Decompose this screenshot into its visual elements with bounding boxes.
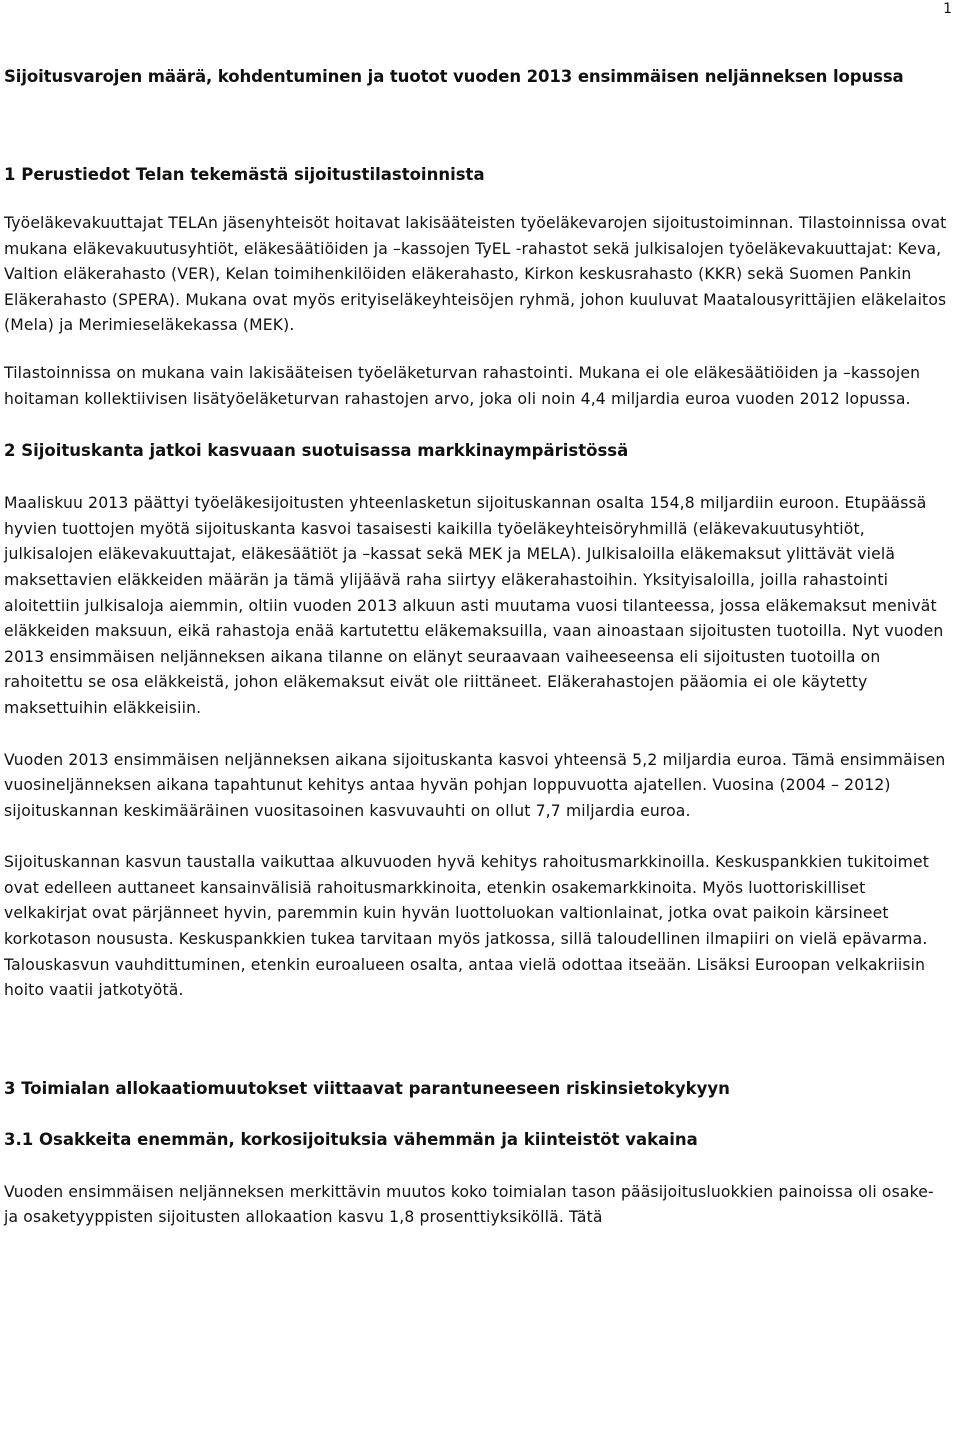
document-title: Sijoitusvarojen määrä, kohdentuminen ja tuotot vuoden 2013 ensimmäisen neljänneksen lopussa — [4, 67, 904, 86]
document-body — [4, 64, 952, 1231]
page-number: 1 — [943, 1, 952, 17]
section-heading-1: 1 Perustiedot Telan tekemästä sijoitustilastoinnista — [4, 165, 485, 184]
paragraph: Työeläkevakuuttajat TELAn jäsenyhteisöt hoitavat lakisääteisten työeläkevarojen sijoitustoiminnan. Tilastoinnissa ovat mukana eläkevakuutusyhtiöt, eläkesäätiöiden ja –kassojen TyEL -rahastot sekä julkisalojen työeläkevakuuttajat: Keva, Valtion eläkerahasto (VER), Kelan toimihenkilöiden eläkerahasto, Kirkon keskusrahasto (KKR) sekä Suomen Pankin Eläkerahasto (SPERA). Mukana ovat myös erityiseläkeyhteisöjen ryhmä, johon kuuluvat Maatalousyrittäjien eläkelaitos (Mela) ja Merimieseläkekassa (MEK). — [4, 214, 947, 335]
paragraph: Maaliskuu 2013 päättyi työeläkesijoitusten yhteenlasketun sijoituskannan osalta 154,8 miljardiin euroon. Etupäässä hyvien tuottojen myötä sijoituskanta kasvoi tasaisesti kaikilla työeläkeyhteisöryhmillä (eläkevakuutusyhtiöt, julkisalojen eläkevakuuttajat, eläkesäätiöt ja –kassat sekä MEK ja MELA). Julkisaloilla eläkemaksut ylittävät vielä maksettavien eläkkeiden määrän ja tämä ylijäävä raha siirtyy eläkerahastoihin. Yksityisaloilla, joilla rahastointi aloitettiin julkisaloja aiemmin, oltiin vuoden 2013 alkuun asti muutama vuosi tilanteessa, jossa eläkemaksut menivät eläkkeiden maksuun, eikä rahastoja enää kartutettu eläkemaksuilla, vaan ainoastaan sijoitusten tuotoilla. Nyt vuoden 2013 ensimmäisen neljänneksen aikana tilanne on elänyt seuraavaan vaiheeseensa eli sijoitusten tuotoilla on rahoitettu se osa eläkkeistä, johon eläkemaksut eivät ole riittäneet. Eläkerahastojen pääomia ei ole käytetty maksettuihin eläkkeisiin. — [4, 494, 944, 717]
paragraph: Tilastoinnissa on mukana vain lakisääteisen työeläketurvan rahastointi. Mukana ei ole eläkesäätiöiden ja –kassojen hoitaman kollektiivisen lisätyöeläketurvan rahastojen arvo, joka oli noin 4,4 miljardia euroa vuoden 2012 lopussa. — [4, 363, 921, 408]
paragraph: Vuoden ensimmäisen neljänneksen merkittävin muutos koko toimialan tason pääsijoitusluokkien painoissa oli osake- ja osaketyyppisten sijoitusten allokaation kasvu 1,8 prosenttiyksiköllä. Tätä — [4, 1182, 934, 1227]
paragraph: Sijoituskannan kasvun taustalla vaikuttaa alkuvuoden hyvä kehitys rahoitusmarkkinoilla. Keskuspankkien tukitoimet ovat edelleen auttaneet kansainvälisiä rahoitusmarkkinoita, etenkin osakemarkkinoita. Myös luottoriskilliset velkakirjat ovat pärjänneet hyvin, paremmin kuin hyvän luottoluokan valtionlainat, jotka ovat paikoin kärsineet korkotason noususta. Keskuspankkien tukea tarvitaan myös jatkossa, sillä taloudellinen ilmapiiri on vielä epävarma. Talouskasvun vauhdittuminen, etenkin euroalueen osalta, antaa vielä odottaa itseään. Lisäksi Euroopan velkakriisin hoito vaatii jatkotyötä. — [4, 853, 930, 1000]
subsection-heading-3-1: 3.1 Osakkeita enemmän, korkosijoituksia vähemmän ja kiinteistöt vakaina — [4, 1129, 698, 1149]
section-heading-3: 3 Toimialan allokaatiomuutokset viittaavat parantuneeseen riskinsietokykyyn — [4, 1078, 730, 1098]
paragraph: Vuoden 2013 ensimmäisen neljänneksen aikana sijoituskanta kasvoi yhteensä 5,2 miljardia euroa. Tämä ensimmäisen vuosineljänneksen aikana tapahtunut kehitys antaa hyvän pohjan loppuvuotta ajatellen. Vuosina (2004 – 2012) sijoituskannan keskimääräinen vuositasoinen kasvuvauhti on ollut 7,7 miljardia euroa. — [4, 750, 946, 820]
section-heading-2: 2 Sijoituskanta jatkoi kasvuaan suotuisassa markkinaympäristössä — [4, 441, 629, 461]
